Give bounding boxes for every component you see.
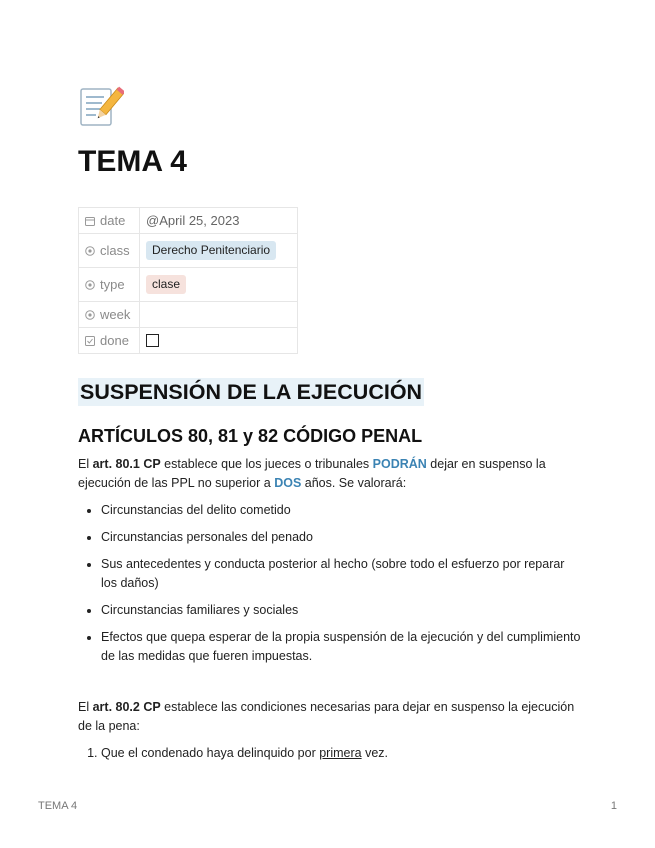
checkbox-icon bbox=[85, 336, 95, 346]
text-span: establece las condiciones necesarias para dejar en suspenso la ejecución de la pena: bbox=[78, 700, 575, 733]
highlight-podran: PODRÁN bbox=[372, 457, 427, 471]
calendar-icon bbox=[85, 216, 95, 226]
property-value-done[interactable] bbox=[140, 328, 298, 354]
select-icon bbox=[85, 310, 95, 320]
property-value-date[interactable]: @April 25, 2023 bbox=[140, 208, 298, 234]
page-title: TEMA 4 bbox=[78, 145, 187, 178]
property-key-label: type bbox=[100, 277, 125, 292]
list-item: • Efectos que quepa esperar de la propia suspensión de la ejecución y del cumplimiento de las medidas que fueren impuestas. bbox=[101, 628, 583, 666]
paragraph-art-80-2 bbox=[78, 698, 583, 736]
properties-table bbox=[78, 207, 298, 354]
property-key-label: week bbox=[100, 307, 131, 322]
page-content bbox=[78, 84, 583, 763]
property-key-label: class bbox=[100, 243, 130, 258]
property-key-label: done bbox=[100, 333, 129, 348]
class-tag: Derecho Penitenciario bbox=[146, 241, 276, 260]
property-key-type bbox=[79, 268, 140, 302]
property-key-week bbox=[79, 302, 140, 328]
property-row-date bbox=[79, 208, 298, 234]
underlined-text: primera bbox=[319, 746, 362, 760]
select-icon bbox=[85, 280, 95, 290]
property-row-type bbox=[79, 268, 298, 302]
property-value-class[interactable] bbox=[140, 234, 298, 268]
text-span: vez. bbox=[361, 746, 389, 760]
numbered-item bbox=[101, 744, 583, 763]
section-heading: SUSPENSIÓN DE LA EJECUCIÓN bbox=[80, 380, 423, 404]
property-row-class bbox=[79, 234, 298, 268]
footer-title: TEMA 4 bbox=[38, 800, 78, 812]
property-row-done bbox=[79, 328, 298, 354]
memo-pencil-icon bbox=[78, 84, 124, 130]
text-span: establece que los jueces o tribunales bbox=[160, 457, 373, 471]
property-key-class bbox=[79, 234, 140, 268]
list-item: • Circunstancias del delito cometido bbox=[101, 501, 583, 520]
property-key-done bbox=[79, 328, 140, 354]
text-span: El bbox=[78, 700, 93, 714]
paragraph-art-80-1 bbox=[78, 455, 583, 493]
property-value-type[interactable] bbox=[140, 268, 298, 302]
sub-heading: ARTÍCULOS 80, 81 y 82 CÓDIGO PENAL bbox=[78, 426, 423, 446]
list-item: • Circunstancias familiares y sociales bbox=[101, 601, 583, 620]
page-number: 1 bbox=[610, 800, 617, 812]
text-span: El bbox=[78, 457, 93, 471]
article-reference: art. 80.1 CP bbox=[92, 457, 161, 471]
property-row-week bbox=[79, 302, 298, 328]
property-key-date bbox=[79, 208, 140, 234]
list-item: • Sus antecedentes y conducta posterior al hecho (sobre todo el esfuerzo por reparar los daños) bbox=[101, 555, 583, 593]
highlight-dos: DOS bbox=[274, 476, 302, 490]
text-span: dejar en suspenso la ejecución de las PPL no superior a bbox=[78, 457, 546, 490]
article-reference: art. 80.2 CP bbox=[92, 700, 161, 714]
property-key-label: date bbox=[100, 213, 126, 228]
bullet-list bbox=[78, 501, 583, 666]
select-icon bbox=[85, 246, 95, 256]
done-checkbox[interactable] bbox=[146, 334, 159, 347]
text-span: Que el condenado haya delinquido por bbox=[101, 746, 320, 760]
numbered-list bbox=[78, 744, 583, 763]
text-span: años. Se valorará: bbox=[301, 476, 407, 490]
property-value-week[interactable] bbox=[140, 302, 298, 328]
type-tag: clase bbox=[146, 275, 186, 294]
list-item: • Circunstancias personales del penado bbox=[101, 528, 583, 547]
